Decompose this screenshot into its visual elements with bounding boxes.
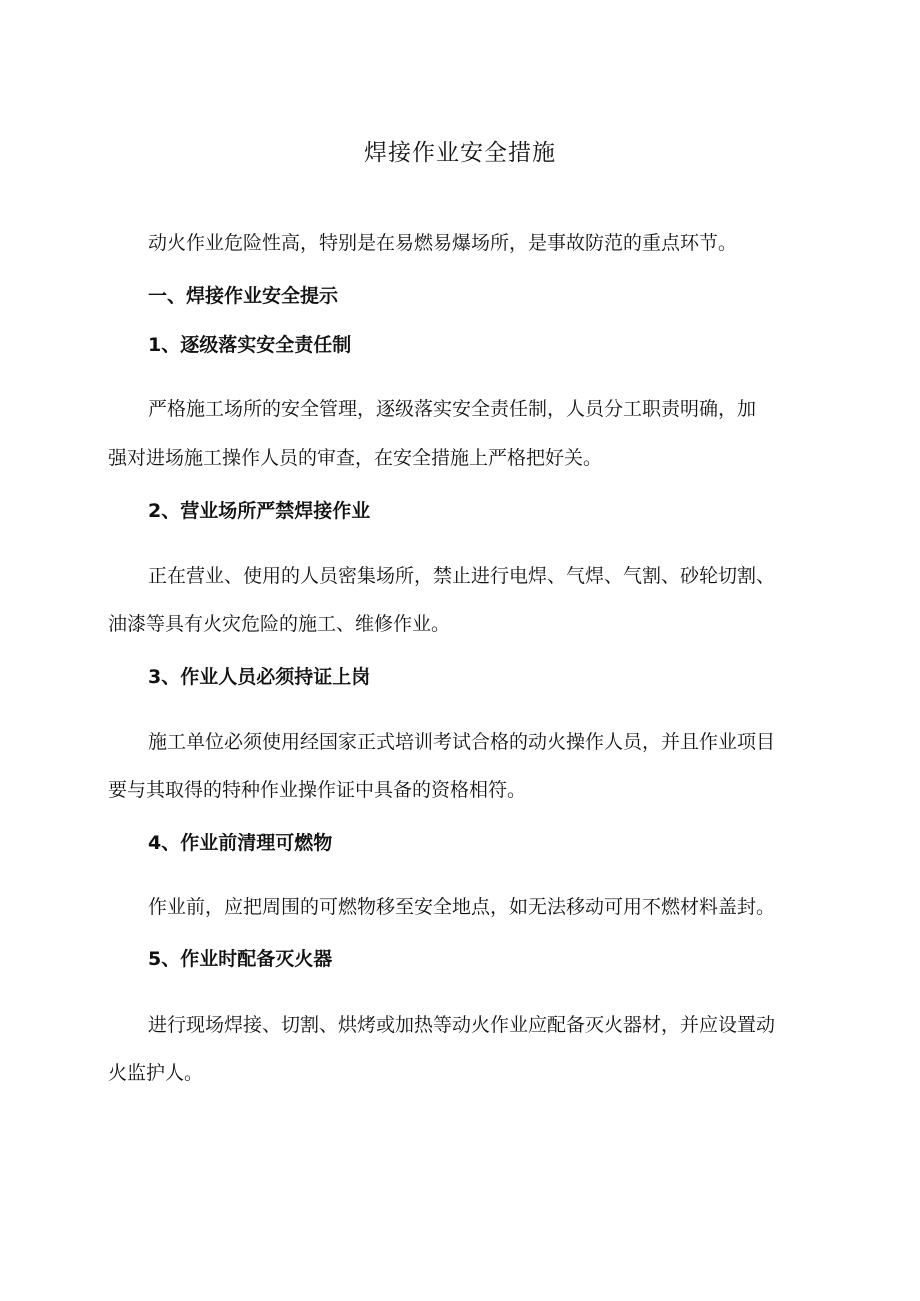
document-title: 焊接作业安全措施: [364, 140, 556, 166]
item-4-heading: 4、作业前清理可燃物: [148, 832, 333, 854]
item-3-heading: 3、作业人员必须持证上岗: [148, 666, 371, 688]
item-1-line-2: 强对进场施工操作人员的审查，在安全措施上严格把好关。: [108, 447, 603, 469]
item-2-line-1: 正在营业、使用的人员密集场所，禁止进行电焊、气焊、气割、砂轮切割、: [148, 565, 776, 587]
item-1-line-1: 严格施工场所的安全管理，逐级落实安全责任制，人员分工职责明确，加: [148, 398, 757, 420]
item-5-heading: 5、作业时配备灭火器: [148, 948, 333, 970]
intro-paragraph: 动火作业危险性高，特别是在易燃易爆场所，是事故防范的重点环节。: [148, 232, 738, 254]
item-4-line-1: 作业前，应把周围的可燃物移至安全地点，如无法移动可用不燃材料盖封。: [148, 896, 776, 918]
item-5-line-1: 进行现场焊接、切割、烘烤或加热等动火作业应配备灭火器材，并应设置动: [148, 1014, 776, 1036]
item-2-line-2: 油漆等具有火灾危险的施工、维修作业。: [108, 613, 451, 635]
item-5-line-2: 火监护人。: [108, 1062, 204, 1084]
item-1-heading: 1、逐级落实安全责任制: [148, 334, 352, 356]
item-3-line-2: 要与其取得的特种作业操作证中具备的资格相符。: [108, 779, 527, 801]
item-2-heading: 2、营业场所严禁焊接作业: [148, 500, 371, 522]
item-3-line-1: 施工单位必须使用经国家正式培训考试合格的动火操作人员，并且作业项目: [148, 731, 776, 753]
section-heading: 一、焊接作业安全提示: [148, 285, 339, 307]
